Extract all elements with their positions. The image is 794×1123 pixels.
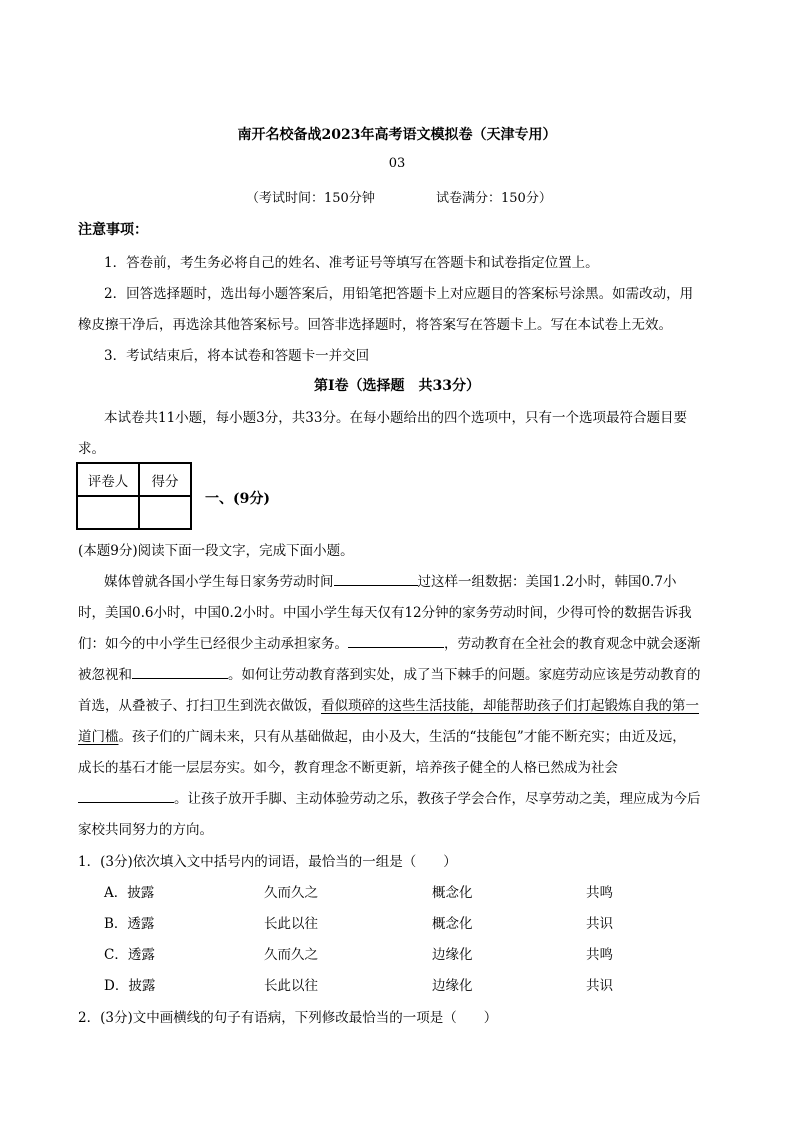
passage-line-6: 道门槛。孩子们的广阔未来，只有从基础做起，由小及大，生活的“技能包”才能不断充实；由近及远， (78, 729, 686, 745)
notice-item-1: 1．答卷前，考生务必将自己的姓名、准考证号等填写在答题卡和试卷指定位置上。 (104, 255, 599, 271)
q1-option-b-4: 共识 (586, 916, 613, 932)
score-cell (139, 496, 191, 529)
passage-line-2: 时，美国0.6小时，中国0.2小时。中国小学生每天仅有12分钟的家务劳动时间，少得可怜的数据告诉我 (78, 605, 692, 621)
q1-option-a-2: 久而久之 (264, 885, 318, 901)
underlined-sentence-a: 看似琐碎的这些生活技能，却能帮助孩子们打起锻炼自我的第一 (321, 698, 699, 714)
passage-line-5: 首选，从叠被子、打扫卫生到洗衣做饭，看似琐碎的这些生活技能，却能帮助孩子们打起锻炼自我的第一 (78, 698, 699, 714)
q1-option-c-2: 久而久之 (264, 947, 318, 963)
q1-option-a-3: 概念化 (432, 885, 473, 901)
notice-item-2b: 橡皮擦干净后，再选涂其他答案标号。回答非选择题时，将答案写在答题卡上。写在本试卷上无效。 (78, 317, 672, 333)
passage-line-1: 媒体曾就各国小学生每日家务劳动时间 过这样一组数据：美国1.2小时，韩国0.7小 (104, 570, 676, 590)
passage-line-3: 们：如今的中小学生已经很少主动承担家务。 ，劳动教育在全社会的教育观念中就会逐渐 (78, 632, 701, 652)
passage-intro: (本题9分)阅读下面一段文字，完成下面小题。 (78, 543, 354, 559)
exam-title: 南开名校备战2023年高考语文模拟卷（天津专用） (237, 127, 557, 143)
score-table (76, 462, 192, 530)
blank-2 (348, 633, 444, 648)
passage-line-9: 家校共同努力的方向。 (78, 822, 213, 838)
q1-option-b-3: 概念化 (432, 916, 473, 932)
notice-item-3: 3．考试结束后，将本试卷和答题卡一并交回 (104, 348, 370, 364)
blank-4 (78, 788, 174, 803)
passage-line-7: 成长的基石才能一层层夯实。如今，教育理念不断更新，培养孩子健全的人格已然成为社会 (78, 760, 618, 776)
passage-line-4: 被忽视和 。如何让劳动教育落到实处，成了当下棘手的问题。家庭劳动应该是劳动教育的 (78, 663, 701, 683)
question-1-stem: 1．(3分)依次填入文中括号内的词语，最恰当的一组是（ ） (78, 854, 457, 870)
exam-time: （考试时间：150分钟 (246, 191, 375, 206)
exam-number: 03 (388, 156, 406, 171)
underlined-sentence-b: 道门槛 (78, 729, 119, 745)
q1-option-c-4: 共鸣 (586, 947, 613, 963)
q1-option-d-3: 边缘化 (432, 978, 473, 994)
notice-heading: 注意事项： (78, 222, 148, 238)
q1-option-d-4: 共识 (586, 978, 613, 994)
q1-option-b-2: 长此以往 (264, 916, 318, 932)
reviewer-cell (77, 496, 139, 529)
q1-option-c-1: C．透露 (104, 947, 155, 963)
q1-option-b-1: B．透露 (104, 916, 155, 932)
notice-item-2a: 2．回答选择题时，选出每小题答案后，用铅笔把答题卡上对应题目的答案标号涂黑。如需改动，用 (104, 286, 694, 302)
section-desc-a: 本试卷共11小题，每小题3分，共33分。在每小题给出的四个选项中，只有一个选项最符合题目要 (104, 410, 687, 426)
blank-1 (334, 571, 418, 586)
section-desc-b: 求。 (78, 441, 105, 457)
q1-option-a-4: 共鸣 (586, 885, 613, 901)
score-header: 得分 (139, 463, 191, 496)
reviewer-header: 评卷人 (77, 463, 139, 496)
question-2-stem: 2．(3分)文中画横线的句子有语病，下列修改最恰当的一项是（ ） (78, 1010, 498, 1026)
q1-option-a-1: A．披露 (104, 885, 155, 901)
part-label: 一、(9分) (205, 491, 270, 507)
passage-line-8: 。让孩子放开手脚、主动体验劳动之乐，教孩子学会合作，尽享劳动之美，理应成为今后 (78, 787, 701, 807)
q1-option-d-1: D．披露 (104, 978, 156, 994)
q1-option-c-3: 边缘化 (432, 947, 473, 963)
section-title: 第Ⅰ卷（选择题 共33分） (313, 378, 481, 394)
full-score: 试卷满分：150分） (436, 191, 552, 206)
blank-3 (132, 664, 228, 679)
q1-option-d-2: 长此以往 (264, 978, 318, 994)
